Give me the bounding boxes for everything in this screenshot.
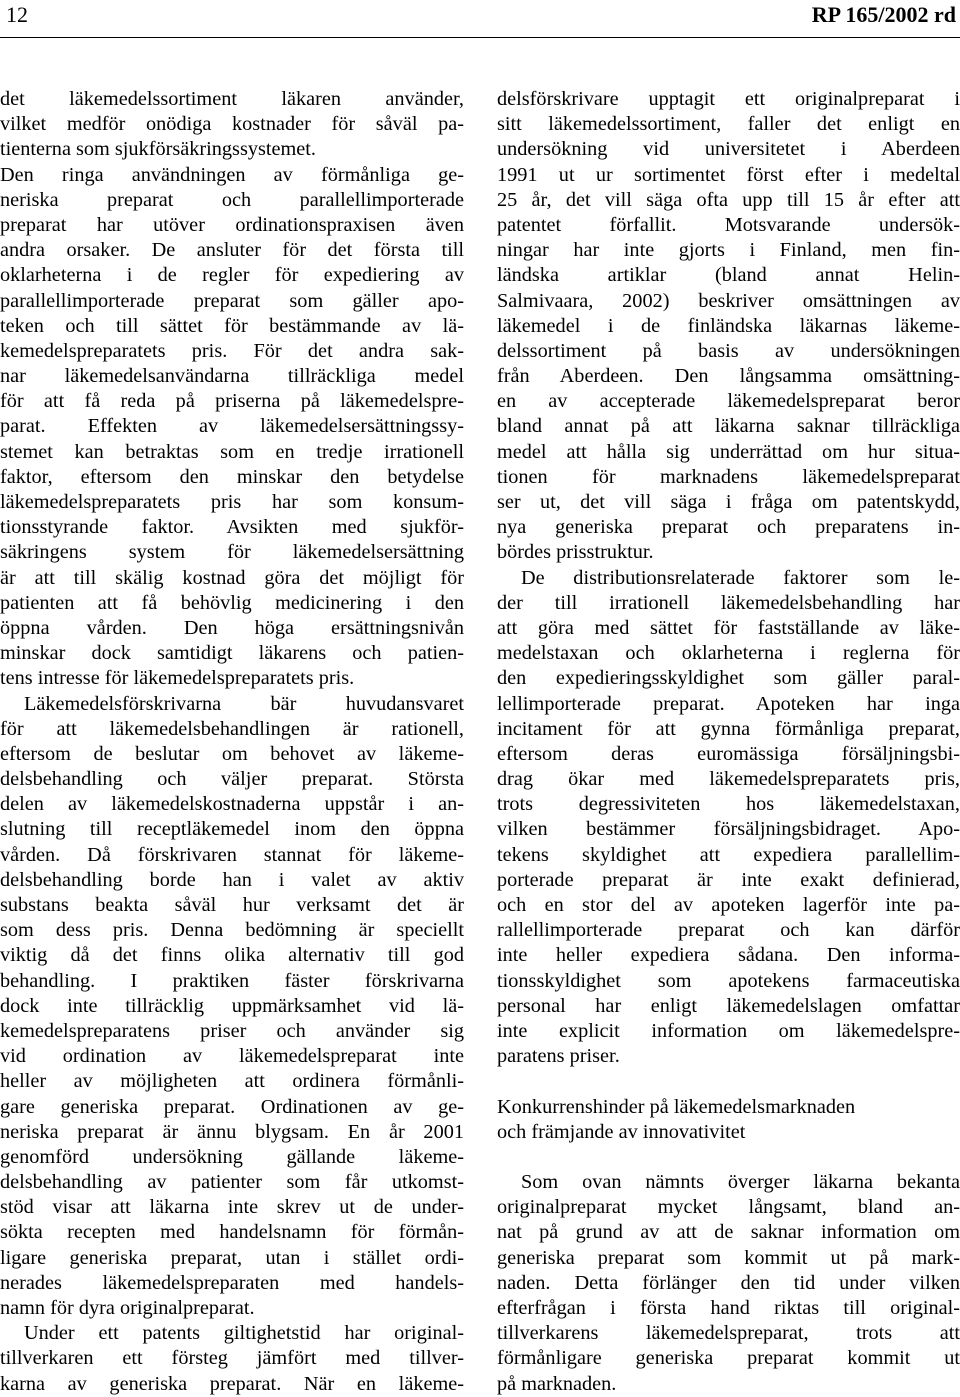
text-line: för att läkemedelsbehandlingen är rationell, <box>0 717 464 740</box>
text-line: patentet förfallit. Motsvarande undersök- <box>497 213 960 236</box>
text-line: tienterna som sjukförsäkringssystemet. <box>0 138 316 161</box>
text-line: bland annat på att läkarna saknar tillräckliga <box>497 415 960 438</box>
text-line: eftersom de beslutar om behovet av läkeme- <box>0 742 464 765</box>
text-line: läkemedelspreparatets pris har som konsum- <box>0 491 464 513</box>
page-header <box>0 0 960 32</box>
text-line: för att få reda på priserna på läkemedelspre- <box>0 390 464 413</box>
text-line: tionsskyldighet som apotekens farmaceutiska <box>497 969 960 992</box>
text-line: faktor, eftersom den minskar den betydelse <box>0 465 464 488</box>
text-line: vården. Då förskrivaren stannat för läkeme- <box>0 843 464 866</box>
text-line: som dess pris. Denna bedömning är speciellt <box>0 919 464 942</box>
text-line: Den ringa användningen av förmånliga ge- <box>0 163 464 186</box>
text-line: Som ovan nämnts överger läkarna bekanta <box>521 1171 960 1194</box>
text-line: är att till skälig kostnad göra det möjligt för <box>0 566 464 589</box>
text-line: den expedieringsskyldighet som gäller paral- <box>497 667 960 690</box>
text-line: delsbehandling och väljer preparat. Största <box>0 768 464 791</box>
text-line: ländska artiklar (bland annat Helin- <box>497 264 960 287</box>
text-line: det läkemedelssortiment läkaren använder, <box>0 88 464 110</box>
text-line: behandling. I praktiken fäster förskrivarna <box>0 969 464 992</box>
text-line: preparat har utöver ordinationspraxisen även <box>0 213 464 236</box>
text-line: tekens skyldighet att expediera parallellim- <box>497 843 960 866</box>
text-line: ligare generiska preparat, utan i stället ordi- <box>0 1246 464 1269</box>
page-number: 12 <box>6 2 28 27</box>
text-line: karna av generiska preparat. När en läkeme- <box>0 1372 464 1395</box>
text-line: öppna vården. Den höga ersättningsnivån <box>0 616 464 639</box>
text-line: neriska preparat och parallellimporterade <box>0 188 464 211</box>
text-line: tionen för marknadens läkemedelspreparat <box>497 465 960 488</box>
text-line: delssortiment på basis av undersökningen <box>497 339 960 362</box>
left-column <box>0 87 464 1397</box>
text-line: tillverkaren ett försteg jämfört med tillver- <box>0 1347 464 1370</box>
text-line: tionsstyrande faktor. Avsikten med sjukför- <box>0 516 464 539</box>
text-line: 25 år, det vill säga ofta upp till 15 år efter att <box>497 188 960 211</box>
text-line: vilket medför onödiga kostnader för såväl pa- <box>0 113 464 136</box>
text-line: säkringens system för läkemedelsersättning <box>0 541 464 564</box>
text-line: slutning till receptläkemedel inom den öppna <box>0 818 464 841</box>
text-line: trots degressiviteten hos läkemedelstaxan, <box>497 793 960 816</box>
text-line: ser ut, det vill säga i fråga om patentskydd, <box>497 491 960 513</box>
text-line: naden. Detta förlänger den tid under vilken <box>497 1271 960 1294</box>
text-line: generiska preparat som kommit ut på mark- <box>497 1246 960 1269</box>
text-line: namn för dyra originalpreparat. <box>0 1297 255 1319</box>
text-line: Salmivaara, 2002) beskriver omsättningen av <box>497 289 960 312</box>
text-line: och en stor del av apoteken lagerför inte pa- <box>497 894 960 916</box>
text-line: originalpreparat mycket långsamt, bland an- <box>497 1196 960 1219</box>
text-line: inte heller expediera sådana. Den informa- <box>497 944 960 967</box>
text-line: ningar har inte gjorts i Finland, men fin- <box>497 239 960 262</box>
text-line: undersökning vid universitetet i Aberdeen <box>497 138 960 161</box>
text-line: delsbehandling borde han i valet av aktiv <box>0 868 464 891</box>
text-line: nat på grund av att de saknar information om <box>497 1221 960 1244</box>
text-line: andra orsaker. De ansluter för det första till <box>0 239 464 262</box>
text-line: delsförskrivare upptagit ett originalpreparat i <box>497 88 960 110</box>
text-line: rallellimporterade preparat och kan därför <box>497 919 960 942</box>
text-line: och främjande av innovativitet <box>497 1120 746 1143</box>
text-line: Läkemedelsförskrivarna bär huvudansvaret <box>24 692 464 715</box>
text-line: kemedelspreparatets pris. För det andra sak- <box>0 339 464 362</box>
text-line: tens intresse för läkemedelspreparatets pris. <box>0 667 355 690</box>
text-line: gare generiska preparat. Ordinationen av ge- <box>0 1095 464 1118</box>
paragraph-gap <box>497 1145 960 1170</box>
text-line: lellimporterade preparat. Apoteken har inga <box>497 692 960 715</box>
text-line: förmånligare generiska preparat kommit ut <box>497 1347 960 1370</box>
text-line: en av accepterade läkemedelspreparat beror <box>497 390 960 413</box>
text-line: De distributionsrelaterade faktorer som le- <box>521 566 960 589</box>
text-line: läkemedel i de finländska läkarnas läkeme- <box>497 314 960 337</box>
text-line: teken och till sättet för bestämmande av lä- <box>0 314 464 337</box>
right-column <box>497 87 960 1397</box>
text-line: neriska preparat är ännu blygsam. En år 2001 <box>0 1120 464 1143</box>
text-line: kemedelspreparatens priser och använder sig <box>0 1019 464 1042</box>
text-line: incitament för att gynna förmånliga preparat, <box>497 717 960 740</box>
text-line: nerades läkemedelspreparaten med handels- <box>0 1271 464 1294</box>
text-line: viktig då det finns olika alternativ till god <box>0 944 464 967</box>
text-line: på marknaden. <box>497 1372 617 1395</box>
text-line: vilken bestämmer försäljningsbidraget. Apo- <box>497 818 960 841</box>
text-line: inte explicit information om läkemedelspre- <box>497 1019 960 1042</box>
text-line: sökta recepten med handelsnamn för förmån- <box>0 1221 464 1244</box>
text-line: stemet kan betraktas som en tredje irrationell <box>0 440 464 463</box>
text-line: patienten att få behövlig medicinering i den <box>0 591 464 614</box>
text-line: delsbehandling av patienter som får utkomst- <box>0 1171 464 1194</box>
text-line: parat. Effekten av läkemedelsersättningssy- <box>0 415 464 438</box>
text-line: dock inte tillräcklig uppmärksamhet vid lä- <box>0 994 464 1017</box>
text-line: personal har enligt läkemedelslagen omfattar <box>497 994 960 1017</box>
text-line: sitt läkemedelssortiment, faller det enligt en <box>497 113 960 136</box>
paragraph-gap <box>497 1069 960 1094</box>
text-line: delen av läkemedelskostnaderna uppstår i an- <box>0 793 464 816</box>
text-line: nar läkemedelsanvändarna tillräckliga medel <box>0 365 464 388</box>
text-line: stöd visar att läkarna inte skrev ut de under- <box>0 1196 464 1219</box>
text-line: eftersom deras euromässiga försäljningsbi- <box>497 742 960 765</box>
text-line: medelstaxan och oklarheterna i reglerna för <box>497 642 960 665</box>
text-line: heller av möjligheten att ordinera förmånli- <box>0 1070 464 1093</box>
text-line: att göra med sättet för fastställande av läke- <box>497 616 960 639</box>
text-line: genomförd undersökning gällande läkeme- <box>0 1145 464 1168</box>
text-line: porterade preparat är inte exakt definierad, <box>497 868 960 891</box>
text-line: vid ordination av läkemedelspreparat inte <box>0 1045 464 1068</box>
text-line: efterfrågan i första hand riktas till original- <box>497 1297 960 1319</box>
text-line: minskar dock samtidigt läkarens och patien- <box>0 642 464 665</box>
text-line: nya generiska preparat och preparatens in- <box>497 516 960 539</box>
text-line: från Aberdeen. Den långsamma omsättning- <box>497 365 960 388</box>
text-line: Under ett patents giltighetstid har original- <box>24 1322 464 1345</box>
text-line: tillverkarens läkemedelspreparat, trots att <box>497 1322 960 1345</box>
document-id: RP 165/2002 rd <box>811 2 956 27</box>
text-line: substans beakta såväl hur verksamt det är <box>0 894 464 916</box>
text-line: oklarheterna i de regler för expediering av <box>0 264 464 287</box>
text-line: drag ökar med läkemedelspreparatets pris, <box>497 768 960 791</box>
text-line: medel att hålla sig underrättad om hur situa- <box>497 440 960 463</box>
text-line: Konkurrenshinder på läkemedelsmarknaden <box>497 1095 856 1118</box>
text-line: parallellimporterade preparat som gäller apo- <box>0 289 464 312</box>
header-rule <box>0 37 960 38</box>
text-line: paratens priser. <box>497 1045 620 1068</box>
text-line: 1991 ut ur sortimentet först efter i medeltal <box>497 163 960 186</box>
text-line: der till irrationell läkemedelsbehandling har <box>497 591 960 614</box>
text-line: bördes prisstruktur. <box>497 541 654 564</box>
